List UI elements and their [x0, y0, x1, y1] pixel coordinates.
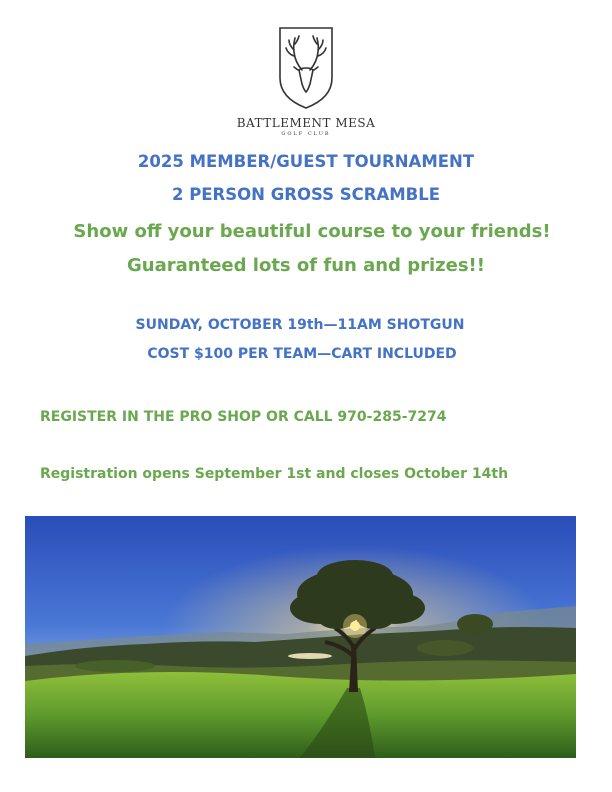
- deer-antler-shield-icon: [277, 26, 335, 110]
- register-info: REGISTER IN THE PRO SHOP OR CALL 970-285-7274: [40, 409, 447, 425]
- club-name: BATTLEMENT MESA: [236, 116, 376, 130]
- tournament-title: 2025 MEMBER/GUEST TOURNAMENT: [137, 152, 475, 171]
- format-title: 2 PERSON GROSS SCRAMBLE: [171, 185, 441, 204]
- tagline-line-1: Show off your beautiful course to your friends!: [73, 221, 551, 242]
- event-date: SUNDAY, OCTOBER 19th—11AM SHOTGUN: [135, 317, 465, 333]
- golf-course-photo: [25, 516, 576, 758]
- event-cost: COST $100 PER TEAM—CART INCLUDED: [147, 346, 457, 362]
- registration-window: Registration opens September 1st and closes October 14th: [40, 466, 509, 482]
- tagline-line-2: Guaranteed lots of fun and prizes!!: [127, 255, 485, 276]
- club-subtitle: GOLF CLUB: [281, 131, 331, 137]
- club-logo: [0, 26, 612, 137]
